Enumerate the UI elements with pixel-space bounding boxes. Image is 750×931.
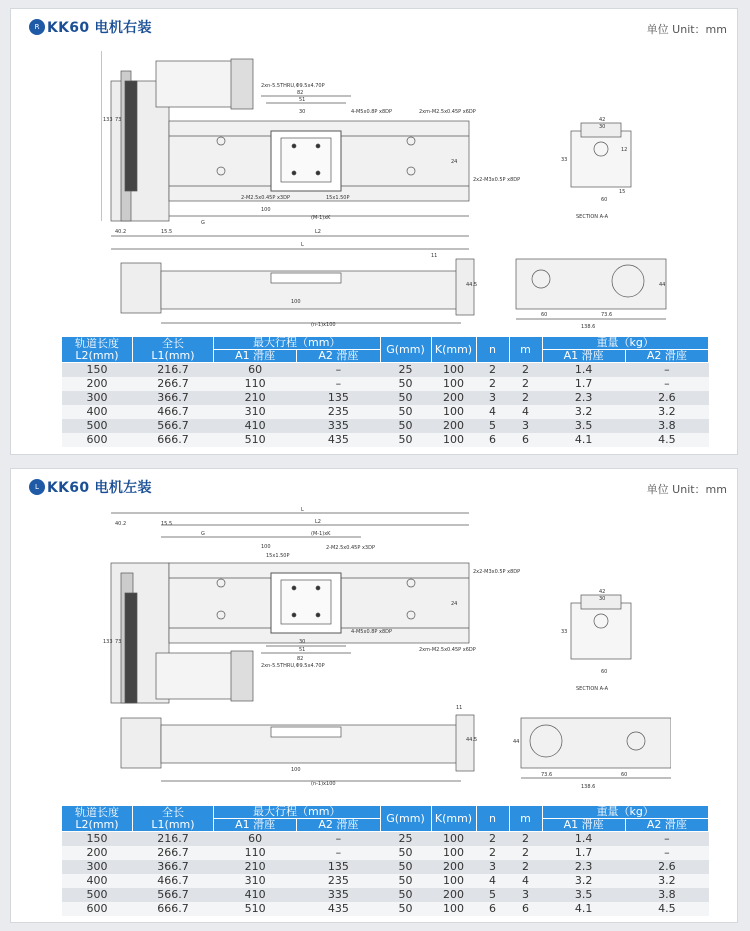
svg-text:100: 100 bbox=[261, 544, 271, 550]
table-cell: – bbox=[625, 846, 708, 860]
table-cell: 2 bbox=[509, 860, 542, 874]
table-cell: 50 bbox=[380, 874, 431, 888]
technical-drawing-left bbox=[101, 503, 671, 793]
svg-text:100: 100 bbox=[291, 767, 301, 773]
table-cell: 510 bbox=[214, 433, 297, 447]
col-k: K(mm) bbox=[431, 806, 476, 832]
table-cell: 366.7 bbox=[133, 391, 214, 405]
col-max-stroke: 最大行程（mm） bbox=[214, 337, 381, 350]
svg-text:15.5: 15.5 bbox=[161, 521, 173, 527]
table-row bbox=[62, 433, 709, 447]
table-cell: 2 bbox=[509, 391, 542, 405]
table-cell: 335 bbox=[297, 419, 380, 433]
table-cell: 500 bbox=[62, 888, 133, 902]
svg-text:73: 73 bbox=[115, 639, 122, 645]
svg-text:2x2-M3x0.5P x8DP: 2x2-M3x0.5P x8DP bbox=[473, 177, 521, 183]
svg-text:L2: L2 bbox=[315, 519, 321, 525]
table-cell: 500 bbox=[62, 419, 133, 433]
svg-text:60: 60 bbox=[541, 312, 548, 318]
svg-text:44.5: 44.5 bbox=[466, 282, 478, 288]
table-cell: 5 bbox=[476, 419, 509, 433]
table-cell: 400 bbox=[62, 874, 133, 888]
table-cell: 3 bbox=[476, 391, 509, 405]
mount-badge-icon: L bbox=[29, 479, 45, 495]
svg-text:SECTION A-A: SECTION A-A bbox=[576, 214, 609, 220]
svg-text:30: 30 bbox=[299, 639, 306, 645]
svg-text:44.5: 44.5 bbox=[466, 737, 478, 743]
table-cell: 435 bbox=[297, 433, 380, 447]
svg-text:133: 133 bbox=[103, 117, 113, 123]
svg-text:(n-1)x100: (n-1)x100 bbox=[311, 322, 336, 328]
table-cell: 100 bbox=[431, 902, 476, 916]
table-cell: 6 bbox=[476, 433, 509, 447]
spec-table bbox=[61, 336, 709, 447]
table-cell: 110 bbox=[214, 377, 297, 391]
svg-text:(M-1)xK: (M-1)xK bbox=[311, 531, 331, 537]
table-cell: 2.3 bbox=[542, 391, 625, 405]
col-k: K(mm) bbox=[431, 337, 476, 363]
table-cell: 210 bbox=[214, 860, 297, 874]
col-weight: 重量（kg） bbox=[542, 806, 709, 819]
svg-text:73: 73 bbox=[115, 117, 122, 123]
table-row bbox=[62, 888, 709, 902]
svg-text:33: 33 bbox=[561, 629, 568, 635]
table-row bbox=[62, 902, 709, 916]
svg-text:11: 11 bbox=[431, 253, 438, 259]
svg-text:2xm-M2.5x0.45P x6DP: 2xm-M2.5x0.45P x6DP bbox=[419, 109, 476, 115]
table-row bbox=[62, 363, 709, 378]
table-row bbox=[62, 860, 709, 874]
table-cell: 1.7 bbox=[542, 846, 625, 860]
label-slot: 2xn-5.5THRU,Φ9.5x4.70P bbox=[261, 83, 325, 89]
table-row bbox=[62, 832, 709, 847]
table-cell: 2.3 bbox=[542, 860, 625, 874]
svg-text:(M-1)xK: (M-1)xK bbox=[311, 215, 331, 221]
mount-badge-icon: R bbox=[29, 19, 45, 35]
table-cell: 2 bbox=[509, 832, 542, 847]
svg-text:L2: L2 bbox=[315, 229, 321, 235]
table-cell: 200 bbox=[431, 391, 476, 405]
table-cell: 1.4 bbox=[542, 363, 625, 378]
svg-text:60: 60 bbox=[621, 772, 628, 778]
table-cell: 2 bbox=[476, 377, 509, 391]
svg-text:138.6: 138.6 bbox=[581, 784, 596, 790]
table-cell: 410 bbox=[214, 419, 297, 433]
svg-text:24: 24 bbox=[451, 601, 458, 607]
svg-text:40.2: 40.2 bbox=[115, 521, 127, 527]
table-cell: 666.7 bbox=[133, 902, 214, 916]
table-cell: 50 bbox=[380, 377, 431, 391]
table-cell: 50 bbox=[380, 902, 431, 916]
table-cell: 50 bbox=[380, 391, 431, 405]
table-cell: 2.6 bbox=[625, 391, 708, 405]
svg-text:L: L bbox=[301, 507, 304, 513]
col-max-stroke: 最大行程（mm） bbox=[214, 806, 381, 819]
col-stroke-a2: A2 滑座 bbox=[297, 350, 380, 363]
col-m: m bbox=[509, 337, 542, 363]
panel-header bbox=[29, 17, 152, 37]
table-cell: 200 bbox=[62, 377, 133, 391]
table-cell: 4 bbox=[476, 874, 509, 888]
table-cell: 50 bbox=[380, 846, 431, 860]
unit-label: 单位 Unit：mm bbox=[646, 23, 727, 36]
table-cell: 25 bbox=[380, 832, 431, 847]
col-total-length: 全长 L1(mm) bbox=[133, 337, 214, 363]
table-cell: 3.8 bbox=[625, 888, 708, 902]
table-row bbox=[62, 391, 709, 405]
svg-text:30: 30 bbox=[599, 124, 606, 130]
svg-text:133: 133 bbox=[103, 639, 113, 645]
table-cell: 466.7 bbox=[133, 874, 214, 888]
table-cell: 2.6 bbox=[625, 860, 708, 874]
col-g: G(mm) bbox=[380, 806, 431, 832]
spec-table bbox=[61, 805, 709, 916]
table-row bbox=[62, 377, 709, 391]
table-cell: 2 bbox=[476, 363, 509, 378]
table-cell: 50 bbox=[380, 419, 431, 433]
table-cell: 6 bbox=[509, 433, 542, 447]
svg-text:40.2: 40.2 bbox=[115, 229, 127, 235]
svg-text:2xm-M2.5x0.45P x6DP: 2xm-M2.5x0.45P x6DP bbox=[419, 647, 476, 653]
table-cell: 100 bbox=[431, 363, 476, 378]
svg-text:2-M2.5x0.45P x3DP: 2-M2.5x0.45P x3DP bbox=[326, 545, 375, 551]
table-cell: 566.7 bbox=[133, 888, 214, 902]
svg-text:L: L bbox=[301, 242, 304, 248]
table-cell: 410 bbox=[214, 888, 297, 902]
table-cell: 2 bbox=[509, 377, 542, 391]
table-cell: 510 bbox=[214, 902, 297, 916]
table-cell: 200 bbox=[431, 860, 476, 874]
table-cell: 4 bbox=[509, 405, 542, 419]
table-cell: 566.7 bbox=[133, 419, 214, 433]
table-cell: 100 bbox=[431, 433, 476, 447]
svg-text:42: 42 bbox=[599, 117, 606, 123]
svg-text:44: 44 bbox=[659, 282, 666, 288]
table-cell: 200 bbox=[431, 419, 476, 433]
table-cell: 335 bbox=[297, 888, 380, 902]
col-rail-length: 轨道长度 L2(mm) bbox=[62, 337, 133, 363]
table-cell: 235 bbox=[297, 405, 380, 419]
col-n: n bbox=[476, 806, 509, 832]
table-cell: 600 bbox=[62, 433, 133, 447]
col-weight-a1: A1 滑座 bbox=[542, 350, 625, 363]
table-cell: 4.1 bbox=[542, 433, 625, 447]
table-cell: 216.7 bbox=[133, 363, 214, 378]
spec-table-body bbox=[62, 363, 709, 448]
table-cell: 3 bbox=[509, 888, 542, 902]
col-weight: 重量（kg） bbox=[542, 337, 709, 350]
svg-text:44: 44 bbox=[513, 739, 520, 745]
table-cell: 4.5 bbox=[625, 902, 708, 916]
col-g: G(mm) bbox=[380, 337, 431, 363]
col-stroke-a1: A1 滑座 bbox=[214, 350, 297, 363]
table-cell: 6 bbox=[509, 902, 542, 916]
table-cell: 100 bbox=[431, 832, 476, 847]
table-cell: 6 bbox=[476, 902, 509, 916]
col-m: m bbox=[509, 806, 542, 832]
table-cell: – bbox=[625, 832, 708, 847]
panel-right-mount bbox=[10, 8, 738, 455]
col-n: n bbox=[476, 337, 509, 363]
table-cell: 310 bbox=[214, 874, 297, 888]
svg-text:G: G bbox=[201, 531, 205, 537]
svg-text:G: G bbox=[201, 220, 205, 226]
svg-text:15x1.50P: 15x1.50P bbox=[326, 195, 350, 201]
svg-text:2-M2.5x0.45P x3DP: 2-M2.5x0.45P x3DP bbox=[241, 195, 290, 201]
table-cell: 60 bbox=[214, 832, 297, 847]
table-row bbox=[62, 419, 709, 433]
table-cell: 216.7 bbox=[133, 832, 214, 847]
svg-text:24: 24 bbox=[451, 159, 458, 165]
svg-text:60: 60 bbox=[601, 197, 608, 203]
col-stroke-a2: A2 滑座 bbox=[297, 819, 380, 832]
table-cell: 400 bbox=[62, 405, 133, 419]
table-cell: 60 bbox=[214, 363, 297, 378]
svg-text:15.5: 15.5 bbox=[161, 229, 173, 235]
table-cell: – bbox=[625, 363, 708, 378]
table-cell: 266.7 bbox=[133, 846, 214, 860]
col-rail-length: 轨道长度 L2(mm) bbox=[62, 806, 133, 832]
table-cell: 110 bbox=[214, 846, 297, 860]
table-cell: 100 bbox=[431, 377, 476, 391]
panel-title: KK60 电机右装 bbox=[47, 20, 152, 36]
col-weight-a1: A1 滑座 bbox=[542, 819, 625, 832]
table-row bbox=[62, 846, 709, 860]
table-cell: 2 bbox=[476, 846, 509, 860]
col-weight-a2: A2 滑座 bbox=[625, 819, 708, 832]
table-cell: 4.1 bbox=[542, 902, 625, 916]
col-total-length: 全长 L1(mm) bbox=[133, 806, 214, 832]
table-cell: 50 bbox=[380, 405, 431, 419]
table-row bbox=[62, 405, 709, 419]
svg-text:82: 82 bbox=[297, 656, 304, 662]
svg-text:73.6: 73.6 bbox=[541, 772, 553, 778]
col-stroke-a1: A1 滑座 bbox=[214, 819, 297, 832]
svg-text:51: 51 bbox=[299, 97, 306, 103]
svg-text:15: 15 bbox=[619, 189, 626, 195]
svg-text:2xn-5.5THRU,Φ9.5x4.70P: 2xn-5.5THRU,Φ9.5x4.70P bbox=[261, 663, 325, 669]
svg-text:42: 42 bbox=[599, 589, 606, 595]
table-cell: 3.8 bbox=[625, 419, 708, 433]
panel-header bbox=[29, 477, 152, 497]
table-cell: 135 bbox=[297, 391, 380, 405]
table-cell: 50 bbox=[380, 860, 431, 874]
table-cell: – bbox=[625, 377, 708, 391]
table-cell: 200 bbox=[62, 846, 133, 860]
svg-text:51: 51 bbox=[299, 647, 306, 653]
svg-text:2x2-M3x0.5P x8DP: 2x2-M3x0.5P x8DP bbox=[473, 569, 521, 575]
spec-table-body bbox=[62, 832, 709, 917]
table-cell: 300 bbox=[62, 860, 133, 874]
svg-text:(n-1)x100: (n-1)x100 bbox=[311, 781, 336, 787]
table-cell: 466.7 bbox=[133, 405, 214, 419]
svg-text:15x1.50P: 15x1.50P bbox=[266, 553, 290, 559]
table-cell: 1.4 bbox=[542, 832, 625, 847]
svg-text:100: 100 bbox=[261, 207, 271, 213]
table-cell: 3.2 bbox=[542, 874, 625, 888]
panel-left-mount bbox=[10, 468, 738, 923]
table-cell: 50 bbox=[380, 888, 431, 902]
col-weight-a2: A2 滑座 bbox=[625, 350, 708, 363]
table-cell: 435 bbox=[297, 902, 380, 916]
table-cell: 135 bbox=[297, 860, 380, 874]
table-cell: 1.7 bbox=[542, 377, 625, 391]
table-cell: 5 bbox=[476, 888, 509, 902]
svg-text:100: 100 bbox=[291, 299, 301, 305]
table-cell: 25 bbox=[380, 363, 431, 378]
table-cell: 3.5 bbox=[542, 419, 625, 433]
table-cell: 100 bbox=[431, 405, 476, 419]
svg-text:82: 82 bbox=[297, 90, 304, 96]
unit-label: 单位 Unit：mm bbox=[646, 483, 727, 496]
table-cell: 100 bbox=[431, 846, 476, 860]
svg-text:11: 11 bbox=[456, 705, 463, 711]
table-cell: 600 bbox=[62, 902, 133, 916]
svg-text:60: 60 bbox=[601, 669, 608, 675]
svg-text:4-M5x0.8P x8DP: 4-M5x0.8P x8DP bbox=[351, 629, 393, 635]
table-cell: – bbox=[297, 832, 380, 847]
panel-title: KK60 电机左装 bbox=[47, 480, 152, 496]
table-cell: 4 bbox=[476, 405, 509, 419]
svg-text:33: 33 bbox=[561, 157, 568, 163]
svg-text:4-M5x0.8P x8DP: 4-M5x0.8P x8DP bbox=[351, 109, 393, 115]
table-cell: 4 bbox=[509, 874, 542, 888]
table-cell: 300 bbox=[62, 391, 133, 405]
table-cell: 266.7 bbox=[133, 377, 214, 391]
table-cell: – bbox=[297, 846, 380, 860]
table-cell: 3.2 bbox=[625, 874, 708, 888]
table-cell: 3.5 bbox=[542, 888, 625, 902]
svg-text:12: 12 bbox=[621, 147, 628, 153]
table-cell: 3.2 bbox=[625, 405, 708, 419]
table-cell: 235 bbox=[297, 874, 380, 888]
table-cell: 150 bbox=[62, 363, 133, 378]
table-cell: 666.7 bbox=[133, 433, 214, 447]
table-cell: 3.2 bbox=[542, 405, 625, 419]
technical-drawing-right bbox=[101, 41, 671, 331]
table-cell: 310 bbox=[214, 405, 297, 419]
table-cell: 200 bbox=[431, 888, 476, 902]
table-cell: 2 bbox=[509, 363, 542, 378]
table-cell: – bbox=[297, 377, 380, 391]
svg-text:30: 30 bbox=[599, 596, 606, 602]
table-cell: 2 bbox=[509, 846, 542, 860]
table-cell: 100 bbox=[431, 874, 476, 888]
table-row bbox=[62, 874, 709, 888]
table-cell: 4.5 bbox=[625, 433, 708, 447]
table-cell: 150 bbox=[62, 832, 133, 847]
svg-text:73.6: 73.6 bbox=[601, 312, 613, 318]
table-cell: – bbox=[297, 363, 380, 378]
table-cell: 2 bbox=[476, 832, 509, 847]
svg-text:138.6: 138.6 bbox=[581, 324, 596, 330]
svg-text:30: 30 bbox=[299, 109, 306, 115]
table-cell: 210 bbox=[214, 391, 297, 405]
table-cell: 3 bbox=[509, 419, 542, 433]
table-cell: 50 bbox=[380, 433, 431, 447]
table-cell: 3 bbox=[476, 860, 509, 874]
svg-text:SECTION A-A: SECTION A-A bbox=[576, 686, 609, 692]
table-cell: 366.7 bbox=[133, 860, 214, 874]
